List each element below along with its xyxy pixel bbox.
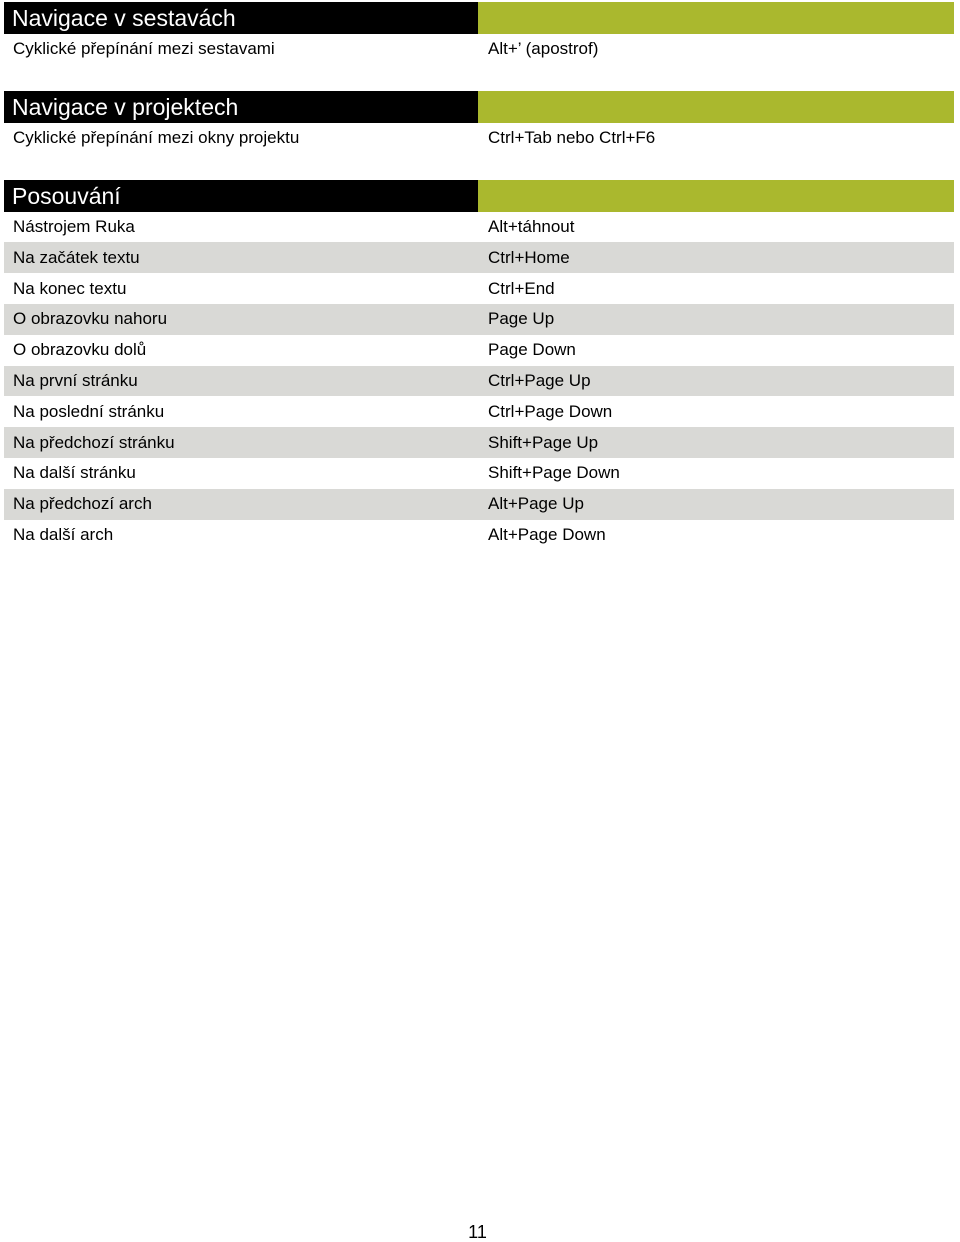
- shortcut-row: [4, 34, 954, 65]
- shortcut-action: Na konec textu: [13, 278, 127, 298]
- section-title: Navigace v sestavách: [4, 2, 478, 34]
- shortcut-document: [4, 2, 954, 576]
- section-accent-bar: [478, 180, 954, 212]
- shortcut-keys: Alt+táhnout: [488, 216, 575, 236]
- shortcut-keys: Ctrl+Tab nebo Ctrl+F6: [488, 128, 656, 148]
- shortcut-action: Na další arch: [13, 524, 114, 544]
- shortcut-row: [4, 458, 954, 489]
- shortcut-row: [4, 212, 954, 243]
- shortcut-keys: Page Up: [488, 309, 555, 329]
- shortcut-keys: Alt+Page Down: [488, 524, 606, 544]
- shortcut-action: Na poslední stránku: [13, 401, 165, 421]
- section-header: [4, 180, 954, 212]
- shortcut-row: [4, 489, 954, 520]
- shortcut-keys: Ctrl+Page Up: [488, 370, 591, 390]
- shortcut-keys: Ctrl+Home: [488, 247, 570, 267]
- section-title: Posouvání: [4, 180, 478, 212]
- shortcut-keys: Ctrl+End: [488, 278, 555, 298]
- section-accent-bar: [478, 91, 954, 123]
- shortcut-row: [4, 396, 954, 427]
- shortcut-keys: Shift+Page Down: [488, 463, 620, 483]
- shortcut-section: [4, 2, 954, 65]
- shortcut-action: Cyklické přepínání mezi sestavami: [13, 39, 275, 59]
- shortcut-action: Na předchozí stránku: [13, 432, 175, 452]
- shortcut-action: Nástrojem Ruka: [13, 216, 135, 236]
- shortcut-row: [4, 123, 954, 154]
- shortcut-row: [4, 304, 954, 335]
- shortcut-action: Na začátek textu: [13, 247, 140, 267]
- shortcut-section: [4, 180, 954, 551]
- shortcut-row: [4, 273, 954, 304]
- shortcut-keys: Shift+Page Up: [488, 432, 599, 452]
- shortcut-row: [4, 366, 954, 397]
- shortcut-keys: Alt+’ (apostrof): [488, 39, 599, 59]
- shortcut-action: O obrazovku dolů: [13, 340, 147, 360]
- shortcut-action: Na první stránku: [13, 370, 138, 390]
- section-title: Navigace v projektech: [4, 91, 478, 123]
- shortcut-keys: Ctrl+Page Down: [488, 401, 613, 421]
- shortcut-section: [4, 91, 954, 154]
- section-header: [4, 91, 954, 123]
- shortcut-action: Na předchozí arch: [13, 494, 152, 514]
- shortcut-row: [4, 242, 954, 273]
- shortcut-row: [4, 335, 954, 366]
- shortcut-action: Na další stránku: [13, 463, 136, 483]
- shortcut-action: O obrazovku nahoru: [13, 309, 168, 329]
- shortcut-keys: Alt+Page Up: [488, 494, 584, 514]
- shortcut-row: [4, 427, 954, 458]
- shortcut-keys: Page Down: [488, 340, 576, 360]
- section-accent-bar: [478, 2, 954, 34]
- shortcut-row: [4, 520, 954, 551]
- shortcut-action: Cyklické přepínání mezi okny projektu: [13, 128, 300, 148]
- page-number: 11: [468, 1222, 487, 1242]
- section-header: [4, 2, 954, 34]
